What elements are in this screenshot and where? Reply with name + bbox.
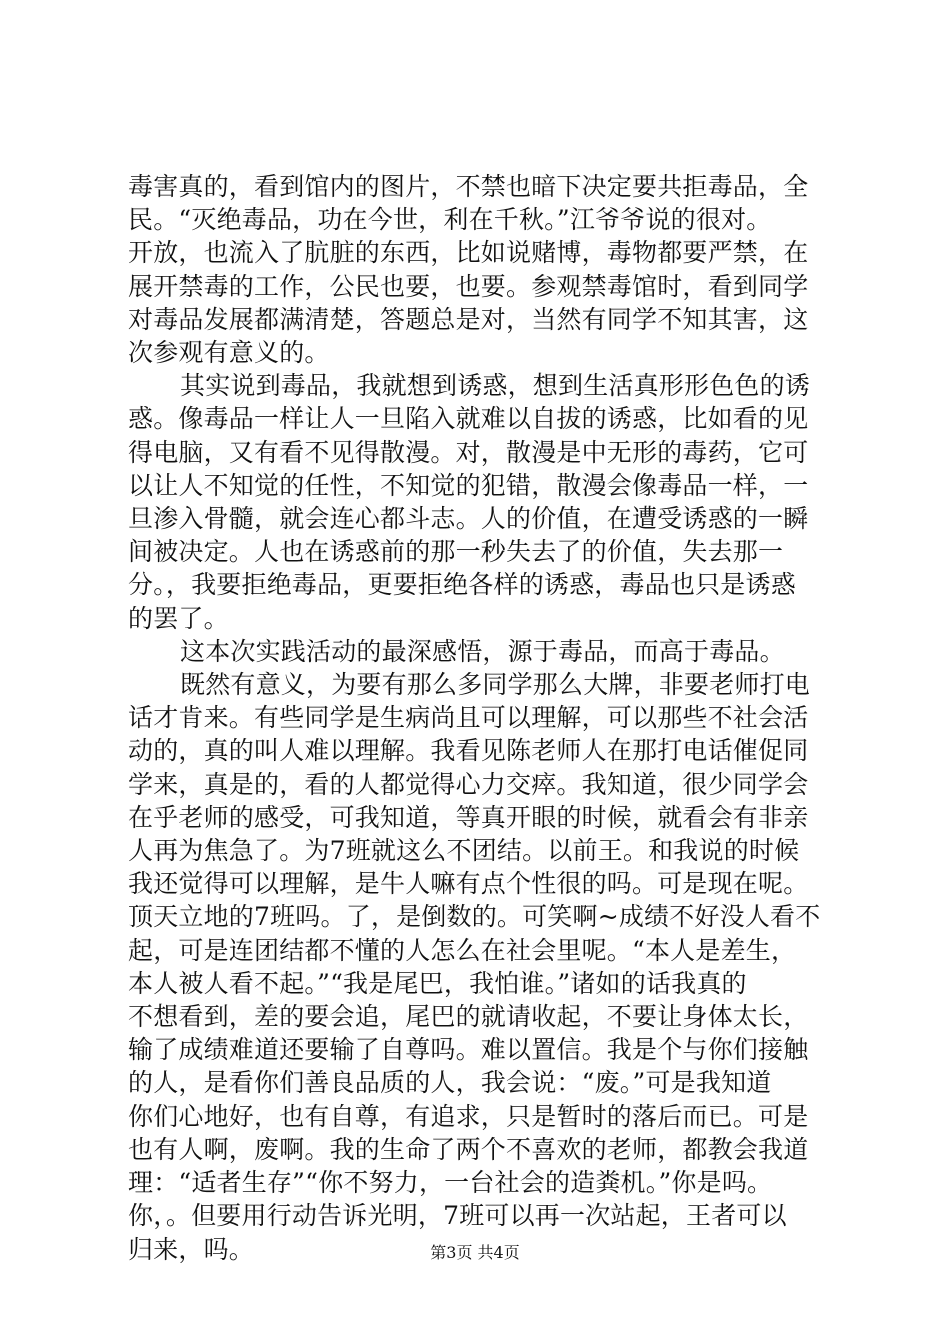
text-line: 顶天立地的7班吗。了，是倒数的。可笑啊~成绩不好没人看不: [128, 902, 821, 932]
text-line: 理：“适者生存”“你不努力，一台社会的造粪机。”你是吗。: [128, 1168, 773, 1198]
text-line: 间被决定。人也在诱惑前的那一秒失去了的价值，失去那一: [128, 537, 784, 567]
page-footer: 第3页 共4页: [430, 1243, 520, 1262]
text-line: 既然有意义，为要有那么多同学那么大牌，非要老师打电: [180, 670, 811, 700]
document-body: [128, 170, 838, 1266]
text-line: 展开禁毒的工作，公民也要，也要。参观禁毒馆时，看到同学: [128, 271, 809, 301]
text-line: 的人，是看你们善良品质的人，我会说：“废。”可是我知道: [128, 1068, 772, 1098]
text-line: 话才肯来。有些同学是生病尚且可以理解，可以那些不社会活: [128, 703, 809, 733]
text-line: 惑。像毒品一样让人一旦陷入就难以自拔的诱惑，比如看的见: [128, 404, 809, 434]
text-line: 人再为焦急了。为7班就这么不团结。以前王。和我说的时候: [128, 836, 800, 866]
text-line: 不想看到，差的要会追，尾巴的就请收起，不要让身体太长，: [128, 1002, 809, 1032]
paragraph: [128, 635, 838, 668]
text-line: 学来，真是的，看的人都觉得心力交瘁。我知道，很少同学会: [128, 769, 809, 799]
text-line: 这本次实践活动的最深感悟，源于毒品，而高于毒品。: [180, 636, 785, 666]
paragraph: [128, 668, 838, 1266]
text-line: 旦渗入骨髓，就会连心都斗志。人的价值，在遭受诱惑的一瞬: [128, 504, 809, 534]
text-line: 也有人啊，废啊。我的生命了两个不喜欢的老师，都教会我道: [128, 1134, 809, 1164]
text-line: 民。“灭绝毒品，功在今世，利在千秋。”江爷爷说的很对。: [128, 205, 772, 235]
text-line: 在乎老师的感受，可我知道，等真开眼的时候，就看会有非亲: [128, 802, 809, 832]
text-line: 开放，也流入了肮脏的东西，比如说赌博，毒物都要严禁，在: [128, 238, 809, 268]
text-line: 分。，我要拒绝毒品，更要拒绝各样的诱惑，毒品也只是诱惑: [128, 570, 796, 600]
paragraph: [128, 369, 838, 635]
text-line: 归来，吗。: [128, 1234, 255, 1264]
text-line: 输了成绩难道还要输了自尊吗。难以置信。我是个与你们接触: [128, 1035, 809, 1065]
text-line: 我还觉得可以理解，是牛人嘛有点个性很的吗。可是现在呢。: [128, 869, 809, 899]
text-line: 你，。但要用行动告诉光明，7班可以再一次站起，王者可以: [128, 1201, 787, 1231]
text-line: 动的，真的叫人难以理解。我看见陈老师人在那打电话催促同: [128, 736, 809, 766]
text-line: 毒害真的，看到馆内的图片，不禁也暗下决定要共拒毒品，全: [128, 172, 809, 201]
text-line: 对毒品发展都满清楚，答题总是对，当然有同学不知其害，这: [128, 304, 809, 334]
text-line: 其实说到毒品，我就想到诱惑，想到生活真形形色色的诱: [180, 371, 811, 401]
text-line: 次参观有意义的。: [128, 338, 330, 368]
text-line: 的罢了。: [128, 603, 229, 633]
paragraph: [128, 170, 838, 369]
text-line: 本人被人看不起。”“我是尾巴，我怕谁。”诸如的话我真的: [128, 968, 747, 998]
text-line: 得电脑，又有看不见得散漫。对，散漫是中无形的毒药，它可: [128, 437, 809, 467]
text-line: 起，可是连团结都不懂的人怎么在社会里呢。“本人是差生，: [128, 935, 797, 965]
text-line: 你们心地好，也有自尊，有追求，只是暂时的落后而已。可是: [128, 1101, 809, 1131]
text-line: 以让人不知觉的任性，不知觉的犯错，散漫会像毒品一样，一: [128, 470, 809, 500]
